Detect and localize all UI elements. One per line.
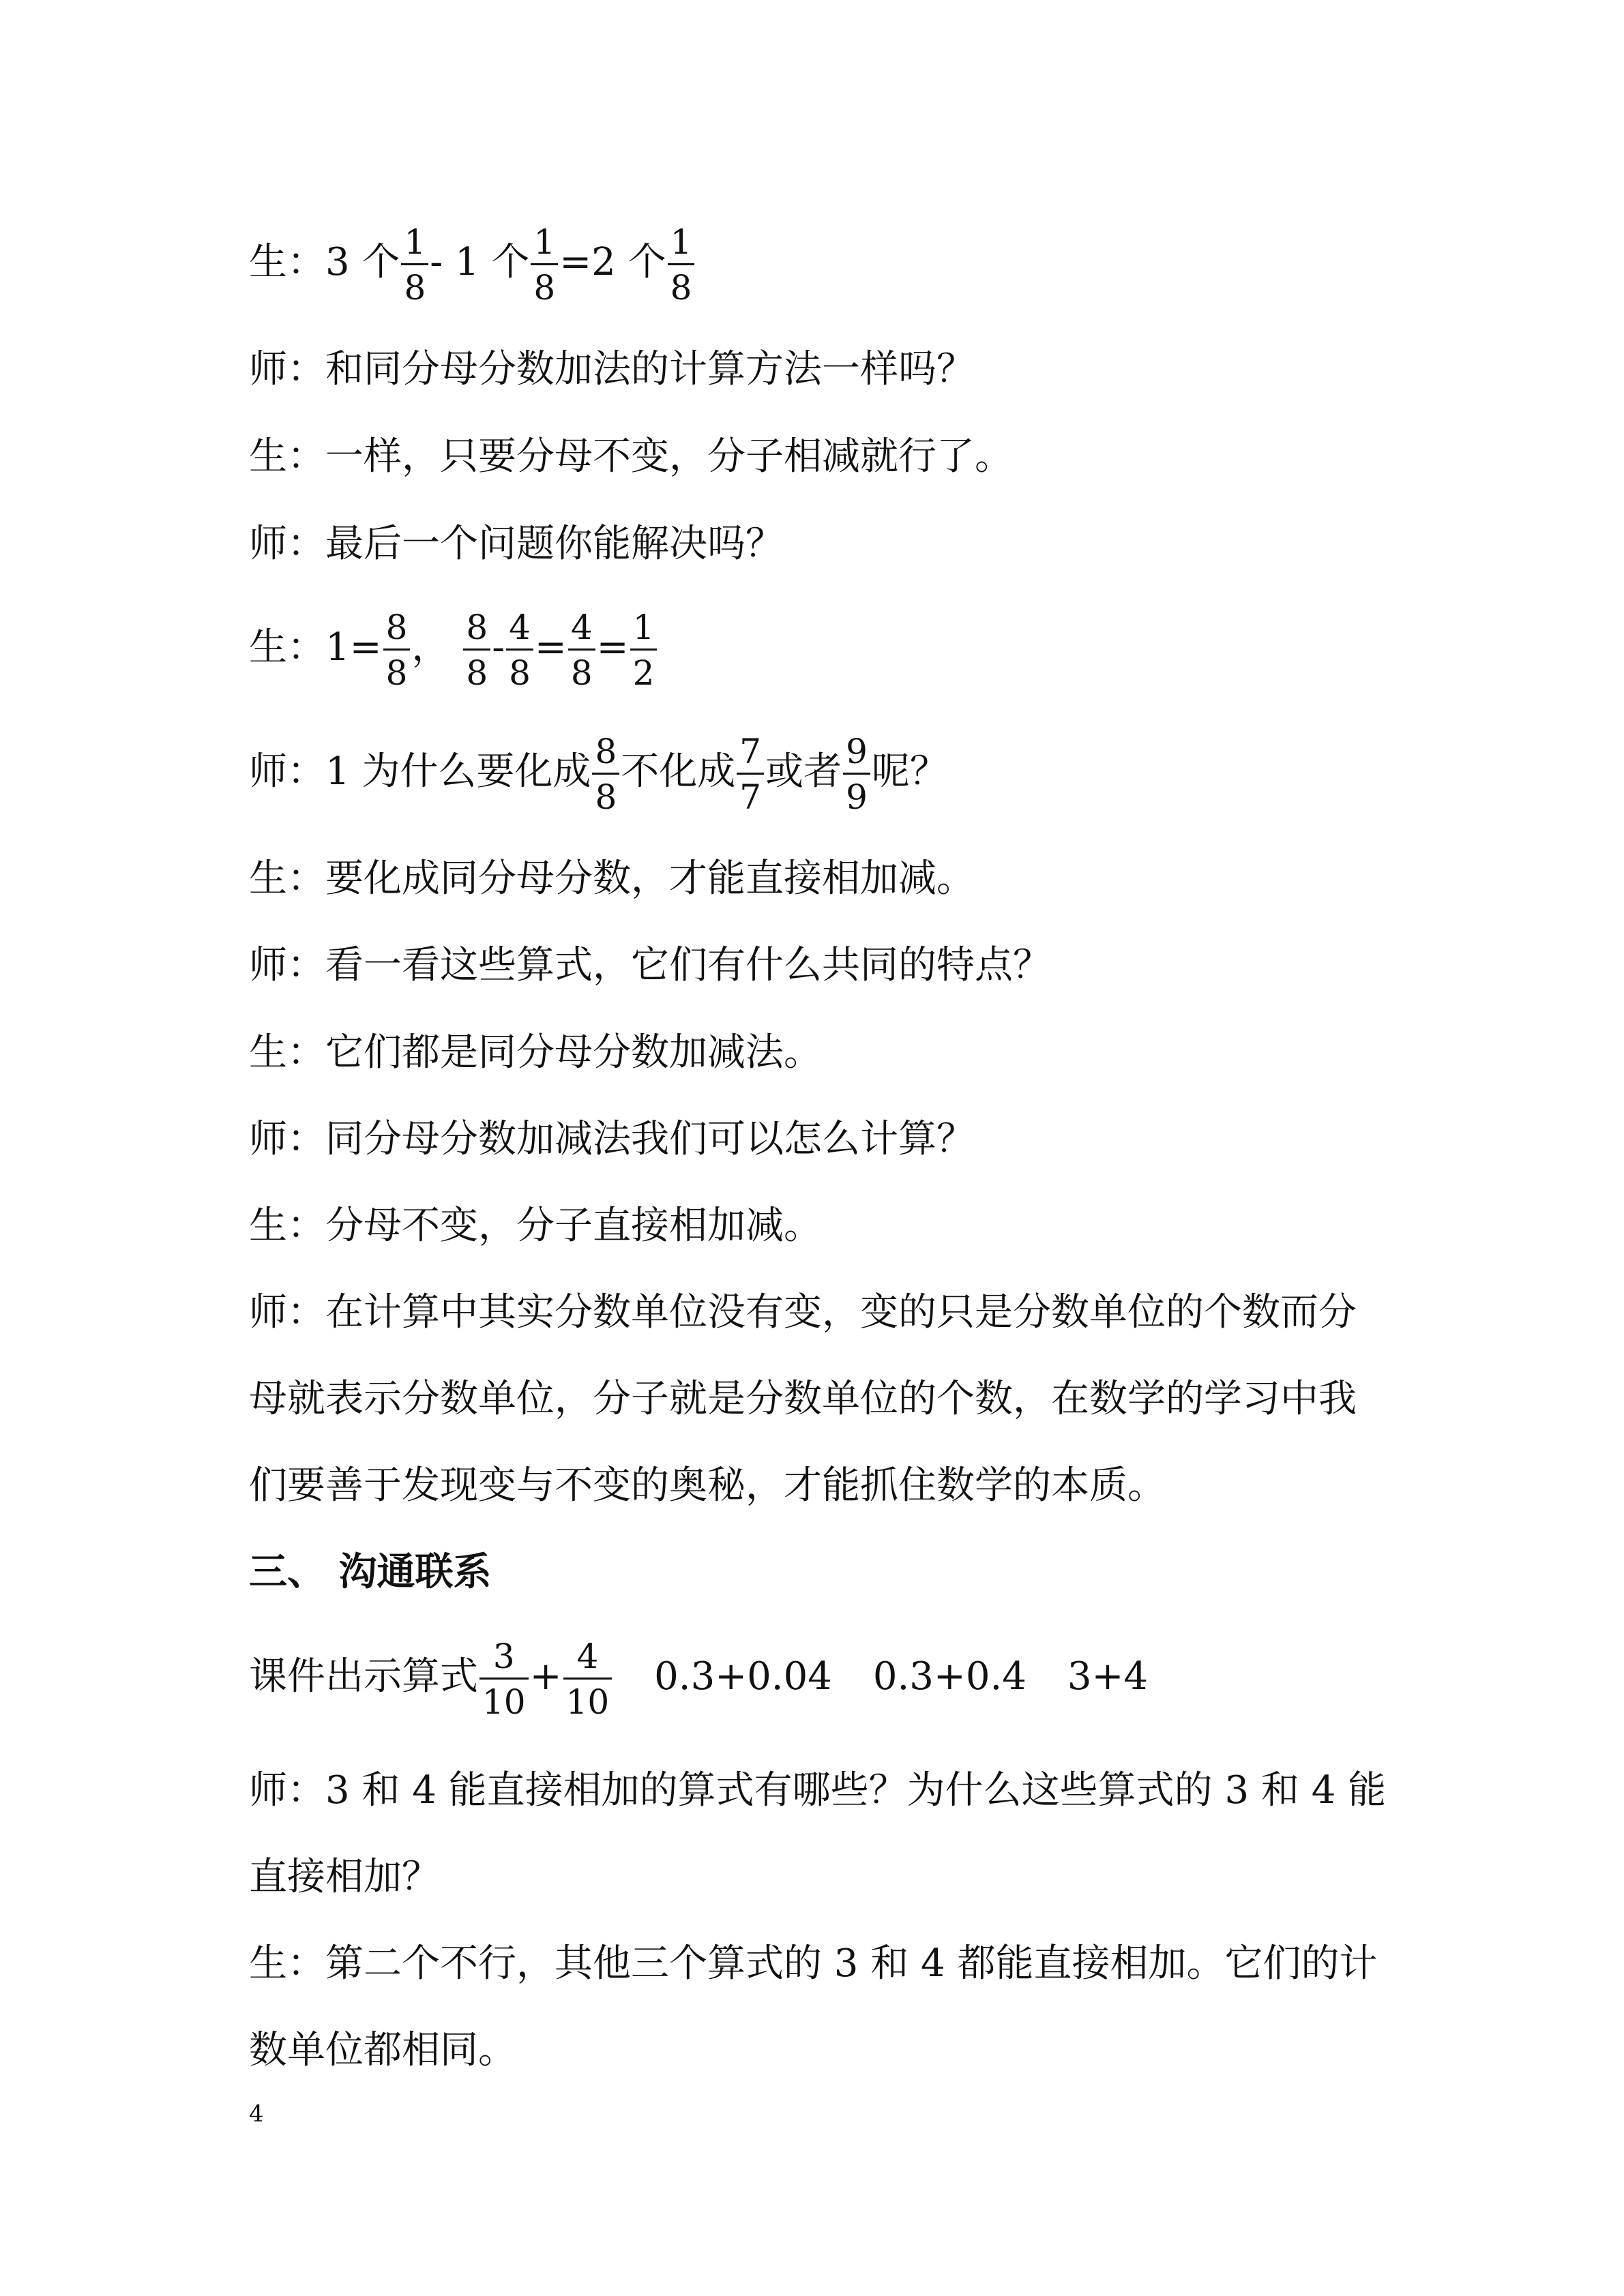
fraction: $\frac{1}{8}$ [668, 225, 695, 305]
line-student-5: 生：1= $\frac{8}{8}$ ， $\frac{8}{8}$ - $\frac{4}{8}$ = $\frac{4}{8}$ = $\frac{1}{2}$ [249, 610, 1365, 690]
expression: 0.3+0.04 [654, 1654, 832, 1699]
line-student-9: 生：它们都是同分母分数加减法。 [249, 1030, 822, 1075]
fraction: $\frac{8}{8}$ [463, 610, 490, 690]
line-continuation-20: 数单位都相同。 [249, 2028, 516, 2072]
expression: 0.3+0.4 [872, 1654, 1027, 1699]
line-teacher-4: 师：最后一个问题你能解决吗？ [249, 522, 784, 566]
fraction: $\frac{9}{9}$ [843, 734, 870, 814]
page-number: 4 [249, 2100, 264, 2128]
expression: 3+4 [1067, 1654, 1149, 1699]
line-teacher-10: 师：同分母分数加减法我们可以怎么计算？ [249, 1117, 975, 1161]
line-student-1: 生：3 个 $\frac{1}{8}$ - 1 个 $\frac{1}{8}$ =2 个 $\frac{1}{8}$ [249, 225, 1365, 305]
fraction: $\frac{1}{2}$ [630, 610, 658, 690]
fraction: $\frac{1}{8}$ [401, 225, 428, 305]
fraction: $\frac{1}{8}$ [531, 225, 558, 305]
line-student-11: 生：分母不变，分子直接相加减。 [249, 1204, 822, 1248]
fraction: $\frac{4}{8}$ [568, 610, 595, 690]
fraction: $\frac{4}{10}$ [563, 1639, 612, 1719]
line-teacher-6: 师：1 为什么要化成 $\frac{8}{8}$ 不化成 $\frac{7}{7}$ 或者 $\frac{9}{9}$ 呢？ [249, 732, 948, 817]
line-teacher-17: 师：3 和 4 能直接相加的算式有哪些？为什么这些算式的 3 和 4 能 [249, 1768, 1387, 1813]
fraction: $\frac{8}{8}$ [383, 610, 411, 690]
line-teacher-2: 师：和同分母分数加法的计算方法一样吗？ [249, 347, 975, 391]
line-teacher-8: 师：看一看这些算式，它们有什么共同的特点？ [249, 943, 1051, 987]
line-teacher-12: 师：在计算中其实分数单位没有变，变的只是分数单位的个数而分 [249, 1290, 1357, 1335]
line-student-7: 生：要化成同分母分数，才能直接相加减。 [249, 856, 975, 901]
line-courseware-16: 课件出示算式 $\frac{3}{10}$ + $\frac{4}{10}$ 0.3+0.04 0.3+0.4 3+4 [249, 1637, 1149, 1722]
section-heading: 三、 沟通联系 [249, 1550, 492, 1594]
line-continuation-18: 直接相加？ [249, 1855, 440, 1899]
fraction: $\frac{4}{8}$ [506, 610, 533, 690]
line-student-3: 生：一样，只要分母不变，分子相减就行了。 [249, 434, 1013, 479]
fraction: $\frac{3}{10}$ [479, 1639, 529, 1719]
fraction: $\frac{8}{8}$ [592, 734, 619, 814]
fraction: $\frac{7}{7}$ [737, 734, 764, 814]
line-continuation-14: 们要善于发现变与不变的奥秘，才能抓住数学的本质。 [249, 1463, 1166, 1508]
line-continuation-13: 母就表示分数单位，分子就是分数单位的个数，在数学的学习中我 [249, 1377, 1357, 1421]
line-student-19: 生：第二个不行，其他三个算式的 3 和 4 都能直接相加。它们的计 [249, 1941, 1378, 1986]
